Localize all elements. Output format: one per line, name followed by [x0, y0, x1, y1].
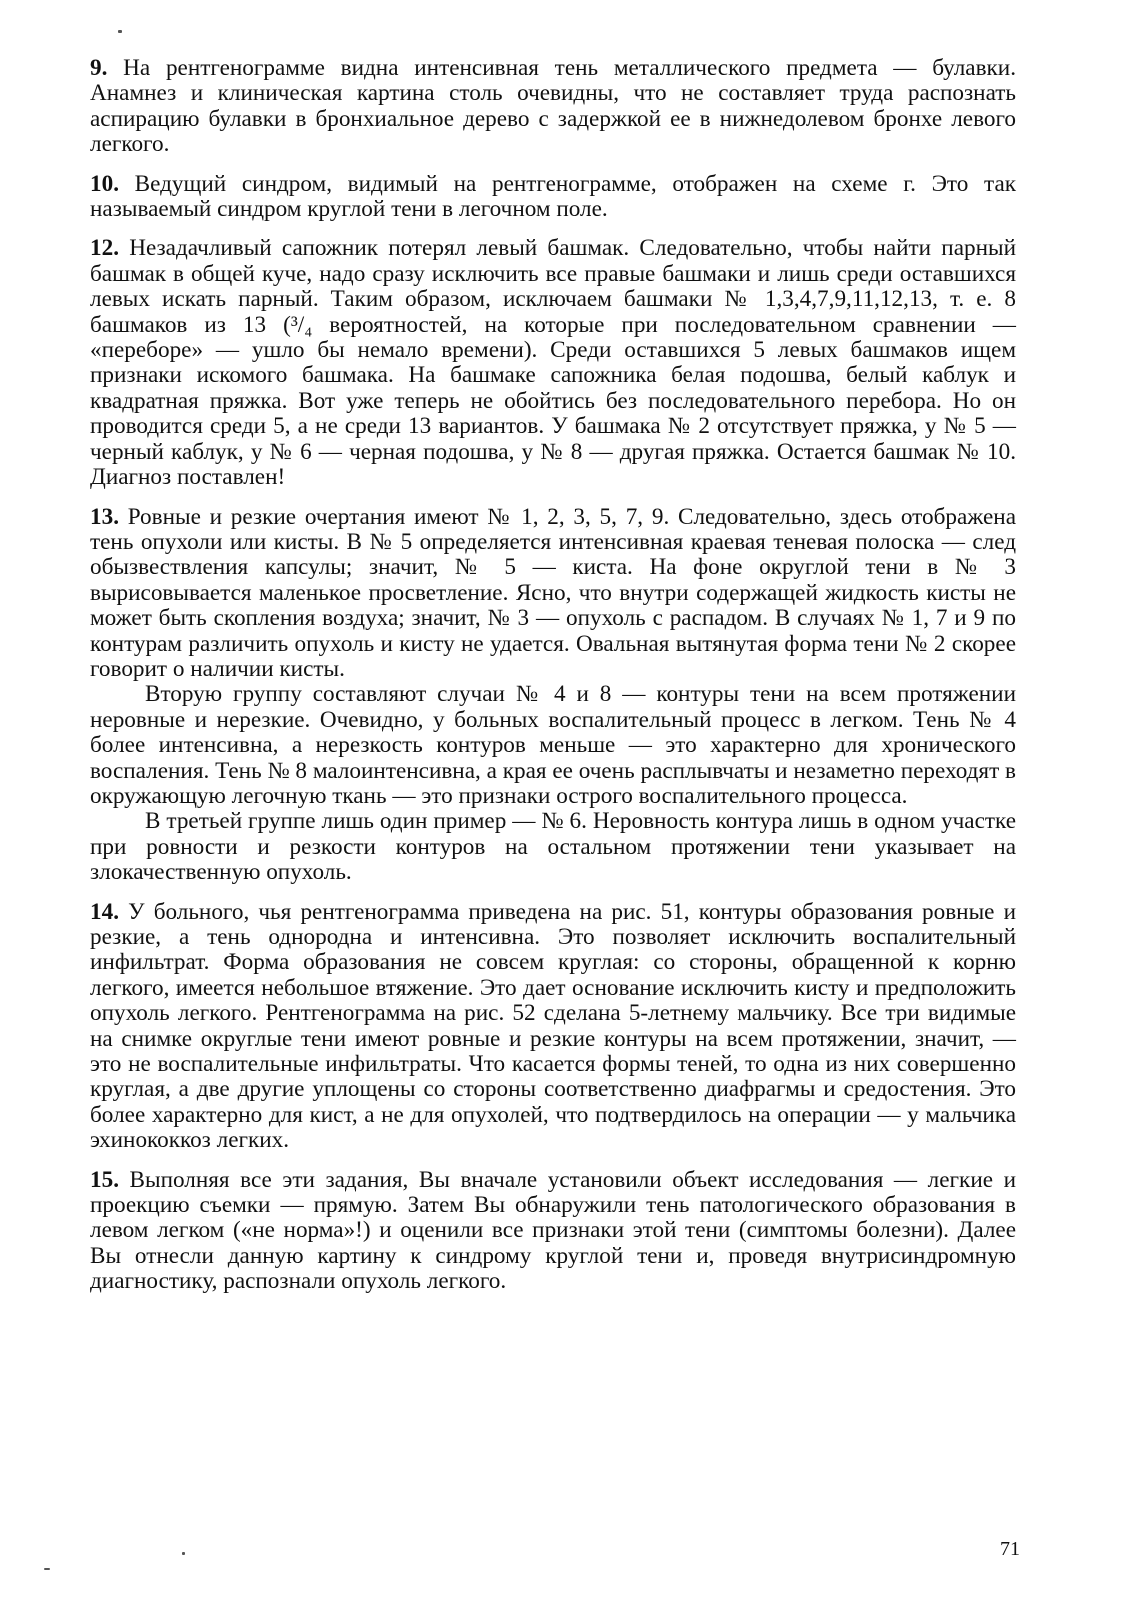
page-number: 71	[1000, 1538, 1020, 1560]
answer-13	[90, 505, 1016, 886]
answer-text: На рентгенограмме видна интенсивная тень металлического предмета — булавки. Анамнез и клиническая картина столь очевидны, что не составляет труда распознать аспирацию булавки в бронхиальное дерево с задержкой ее в нижнедолевом бронхе левого легкого.	[90, 55, 1016, 158]
answer-10	[90, 172, 1016, 223]
answer-text: Незадачливый сапожник потерял левый башмак. Следовательно, чтобы найти парный башмак в общей куче, надо сразу исключить все правые башмаки и лишь среди оставшихся левых искать парный. Таким образом, исключаем башмаки № 1,3,4,7,9,11,12,13, т. е. 8 башмаков из 13 (³/₄ вероятностей, на которые при последовательном сравнении — «переборе» — ушло бы немало времени). Среди оставшихся 5 левых башмаков ищем признаки искомого башмака. На башмаке сапожника белая подошва, белый каблук и квадратная пряжка. Вот уже теперь не обойтись без последовательного перебора. Но он проводится среди 5, а не среди 13 вариантов. У башмака № 2 отсутствует пряжка, у № 5 — черный каблук, у № 6 — черная подошва, у № 8 — другая пряжка. Остается башмак № 10. Диагноз поставлен!	[90, 235, 1016, 491]
page-body	[90, 56, 1016, 1295]
answer-paragraph	[90, 172, 1016, 223]
answer-paragraph-second-group: Вторую группу составляют случаи № 4 и 8 — контуры тени на всем протяжении неровные и нерезкие. Очевидно, у больных воспалительный процесс в легком. Тень № 4 более интенсивна, а нерезкость контуров меньше — это характерно для хронического воспаления. Тень № 8 малоинтенсивна, а края ее очень расплывчаты и незаметно переходят в окружающую легочную ткань — это признаки острого воспалительного процесса.	[90, 681, 1016, 809]
answer-paragraph	[90, 900, 1016, 1154]
answer-14	[90, 900, 1016, 1154]
answer-9	[90, 56, 1016, 158]
answer-paragraph	[90, 56, 1016, 158]
answer-text: У больного, чья рентгенограмма приведена на рис. 51, контуры образования ровные и резкие, а тень однородна и интенсивна. Это позволяет исключить воспалительный инфильтрат. Форма образования не совсем круглая: со стороны, обращенной к корню легкого, имеется небольшое втяжение. Это дает основание исключить кисту и предположить опухоль легкого. Рентгенограмма на рис. 52 сделана 5-летнему мальчику. Все три видимые на снимке округлые тени имеют ровные и резкие контуры на всем протяжении, значит, — это не воспалительные инфильтраты. Что касается формы теней, то одна из них совершенно круглая, а две другие уплощены со стороны соответственно диафрагмы и средостения. Это более характерно для кист, а не для опухолей, что подтвердилось на операции — у мальчика эхинококкоз легких.	[90, 898, 1016, 1154]
answer-15	[90, 1168, 1016, 1295]
answer-number: 13.	[90, 503, 119, 530]
scan-speck	[44, 1568, 50, 1570]
answer-paragraph	[90, 505, 1016, 683]
answer-number: 9.	[90, 55, 108, 81]
answer-number: 12.	[90, 235, 119, 262]
answer-paragraph-third-group: В третьей группе лишь один пример — № 6. Неровность контура лишь в одном участке при ровности и резкости контуров на остальном протяжении тени указывает на злокачественную опухоль.	[90, 808, 1016, 886]
answer-paragraph	[90, 236, 1016, 490]
answer-number: 15.	[90, 1166, 119, 1193]
scan-speck	[118, 30, 122, 33]
answer-12	[90, 236, 1016, 490]
answer-number: 14.	[90, 898, 119, 925]
answer-text: Ровные и резкие очертания имеют № 1, 2, 3, 5, 7, 9. Следовательно, здесь отображена тень опухоли или кисты. В № 5 определяется интенсивная краевая теневая полоска — след обызвествления капсулы; значит, № 5 — киста. На фоне округлой тени в № 3 вырисовывается маленькое просветление. Ясно, что внутри содержащей жидкость кисты не может быть скопления воздуха; значит, № 3 — опухоль с распадом. В случаях № 1, 7 и 9 по контурам различить опухоль и кисту не удается. Овальная вытянутая форма тени № 2 скорее говорит о наличии кисты.	[90, 503, 1016, 682]
answer-text: Выполняя все эти задания, Вы вначале установили объект исследования — легкие и проекцию съемки — прямую. Затем Вы обнаружили тень патологического образования в левом легком («не норма»!) и оценили все признаки этой тени (симптомы болезни). Далее Вы отнесли данную картину к синдрому круглой тени и, проведя внутрисиндромную диагностику, распознали опухоль легкого.	[90, 1166, 1016, 1295]
answer-paragraph	[90, 1168, 1016, 1295]
answer-text: Ведущий синдром, видимый на рентгенограмме, отображен на схеме г. Это так называемый синдром круглой тени в легочном поле.	[90, 170, 1016, 223]
scan-speck	[182, 1552, 185, 1555]
answer-number: 10.	[90, 170, 119, 197]
